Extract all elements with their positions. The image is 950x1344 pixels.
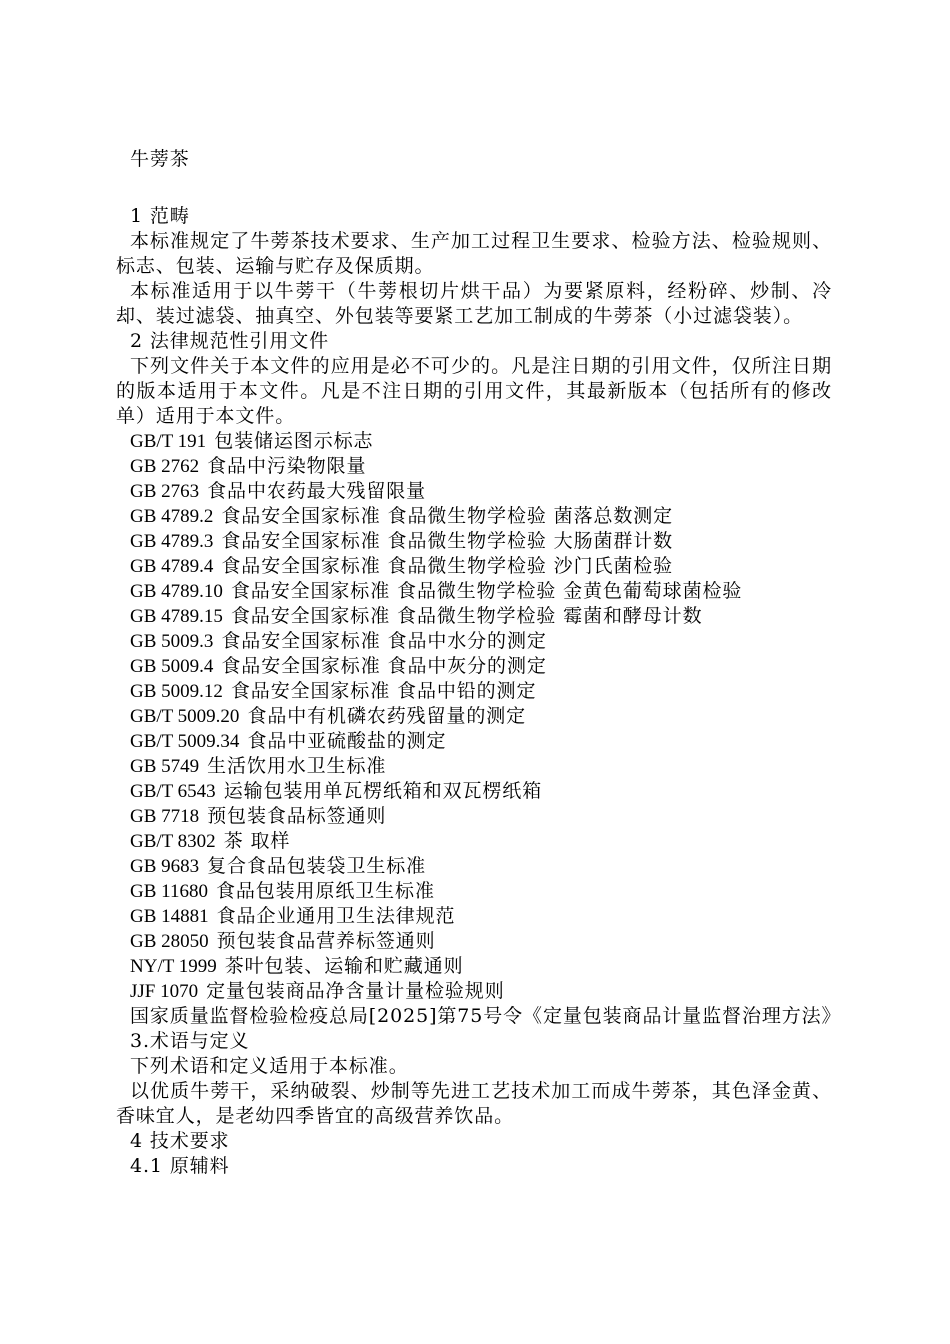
reference-item <box>116 954 832 979</box>
reference-code: JJF 1070 <box>130 981 199 1002</box>
reference-name: 预包装食品标签通则 <box>207 805 387 827</box>
section-2-paragraph-1: 下列文件关于本文件的应用是必不可少的。凡是注日期的引用文件，仅所注日期的版本适用于本文件。凡是不注日期的引用文件，其最新版本（包括所有的修改单）适用于本文件。 <box>116 355 832 427</box>
section-3-heading: 3.术语与定义 <box>130 1030 250 1052</box>
reference-item <box>116 679 832 704</box>
reference-code: GB 5749 <box>130 756 200 777</box>
reference-item <box>116 554 832 579</box>
reference-name: 生活饮用水卫生标准 <box>207 755 387 777</box>
reference-name: 食品安全国家标准 食品微生物学检验 菌落总数测定 <box>221 505 674 527</box>
reference-item <box>116 579 832 604</box>
reference-code: GB 4789.4 <box>130 556 214 577</box>
section-1-paragraph-1: 本标准规定了牛蒡茶技术要求、生产加工过程卫生要求、检验方法、检验规则、标志、包装、运输与贮存及保质期。 <box>116 230 832 277</box>
reference-item <box>116 904 832 929</box>
reference-item <box>116 929 832 954</box>
reference-item <box>116 629 832 654</box>
reference-code: GB 7718 <box>130 806 200 827</box>
reference-name: 定量包装商品净含量计量检验规则 <box>206 980 505 1002</box>
section-3-paragraph-1: 下列术语和定义适用于本标准。 <box>130 1055 409 1077</box>
reference-name: 食品企业通用卫生法律规范 <box>216 905 456 927</box>
reference-name: 茶 取样 <box>223 830 291 852</box>
reference-item <box>116 804 832 829</box>
reference-code: GB 4789.3 <box>130 531 214 552</box>
reference-item <box>116 829 832 854</box>
reference-code: GB 4789.2 <box>130 506 214 527</box>
reference-name: 食品安全国家标准 食品微生物学检验 大肠菌群计数 <box>221 530 674 552</box>
reference-code: GB 5009.3 <box>130 631 214 652</box>
reference-name: 食品安全国家标准 食品微生物学检验 沙门氏菌检验 <box>221 555 674 577</box>
document-title: 牛蒡茶 <box>130 148 190 170</box>
reference-item <box>116 704 832 729</box>
section-3-paragraph-2: 以优质牛蒡干，采纳破裂、炒制等先进工艺技术加工而成牛蒡茶，其色泽金黄、香味宜人，是老幼四季皆宜的高级营养饮品。 <box>116 1080 832 1127</box>
reference-item <box>116 854 832 879</box>
reference-name: 食品包装用原纸卫生标准 <box>215 880 435 902</box>
reference-name: 食品安全国家标准 食品微生物学检验 金黄色葡萄球菌检验 <box>230 580 743 602</box>
reference-code: NY/T 1999 <box>130 956 217 977</box>
reference-code: GB 5009.12 <box>130 681 223 702</box>
section-1-heading: 1 范畴 <box>130 205 190 227</box>
reference-item <box>116 729 832 754</box>
reference-code: GB/T 6543 <box>130 781 216 802</box>
reference-name: 食品安全国家标准 食品微生物学检验 霉菌和酵母计数 <box>230 605 703 627</box>
reference-code: GB/T 5009.20 <box>130 706 240 727</box>
reference-name: 食品中污染物限量 <box>207 455 367 477</box>
reference-name: 食品安全国家标准 食品中水分的测定 <box>221 630 547 652</box>
section-2-paragraph-2: 国家质量监督检验检疫总局[2025]第75号令《定量包装商品计量监督治理方法》 <box>130 1005 842 1027</box>
reference-code: GB/T 5009.34 <box>130 731 240 752</box>
reference-item <box>116 654 832 679</box>
reference-name: 食品安全国家标准 食品中灰分的测定 <box>221 655 547 677</box>
reference-item <box>116 604 832 629</box>
reference-code: GB/T 191 <box>130 431 207 452</box>
reference-name: 食品中农药最大残留限量 <box>207 480 427 502</box>
reference-name: 茶叶包装、运输和贮藏通则 <box>224 955 464 977</box>
section-1-paragraph-2: 本标准适用于以牛蒡干（牛蒡根切片烘干品）为要紧原料，经粉碎、炒制、冷却、装过滤袋、抽真空、外包装等要紧工艺加工制成的牛蒡茶（小过滤袋装）。 <box>116 280 832 327</box>
reference-code: GB 4789.15 <box>130 606 223 627</box>
reference-item <box>116 979 832 1004</box>
reference-item <box>116 754 832 779</box>
reference-code: GB/T 8302 <box>130 831 216 852</box>
reference-item <box>116 779 832 804</box>
reference-name: 食品中亚硫酸盐的测定 <box>247 730 447 752</box>
reference-code: GB 2762 <box>130 456 200 477</box>
section-2-heading: 2 法律规范性引用文件 <box>130 330 330 352</box>
reference-code: GB 4789.10 <box>130 581 223 602</box>
reference-name: 食品安全国家标准 食品中铅的测定 <box>230 680 537 702</box>
reference-item <box>116 479 832 504</box>
reference-name: 复合食品包装袋卫生标准 <box>207 855 427 877</box>
section-4-1-heading: 4.1 原辅料 <box>130 1155 230 1177</box>
reference-item <box>116 529 832 554</box>
reference-code: GB 5009.4 <box>130 656 214 677</box>
reference-code: GB 9683 <box>130 856 200 877</box>
reference-code: GB 11680 <box>130 881 208 902</box>
section-4-heading: 4 技术要求 <box>130 1130 230 1152</box>
reference-code: GB 14881 <box>130 906 209 927</box>
reference-name: 运输包装用单瓦楞纸箱和双瓦楞纸箱 <box>223 780 543 802</box>
reference-code: GB 2763 <box>130 481 200 502</box>
reference-name: 包装储运图示标志 <box>214 430 374 452</box>
reference-item <box>116 879 832 904</box>
reference-name: 食品中有机磷农药残留量的测定 <box>247 705 527 727</box>
reference-code: GB 28050 <box>130 931 209 952</box>
reference-item <box>116 429 832 454</box>
reference-name: 预包装食品营养标签通则 <box>216 930 436 952</box>
reference-list <box>116 429 832 1004</box>
reference-item <box>116 504 832 529</box>
reference-item <box>116 454 832 479</box>
